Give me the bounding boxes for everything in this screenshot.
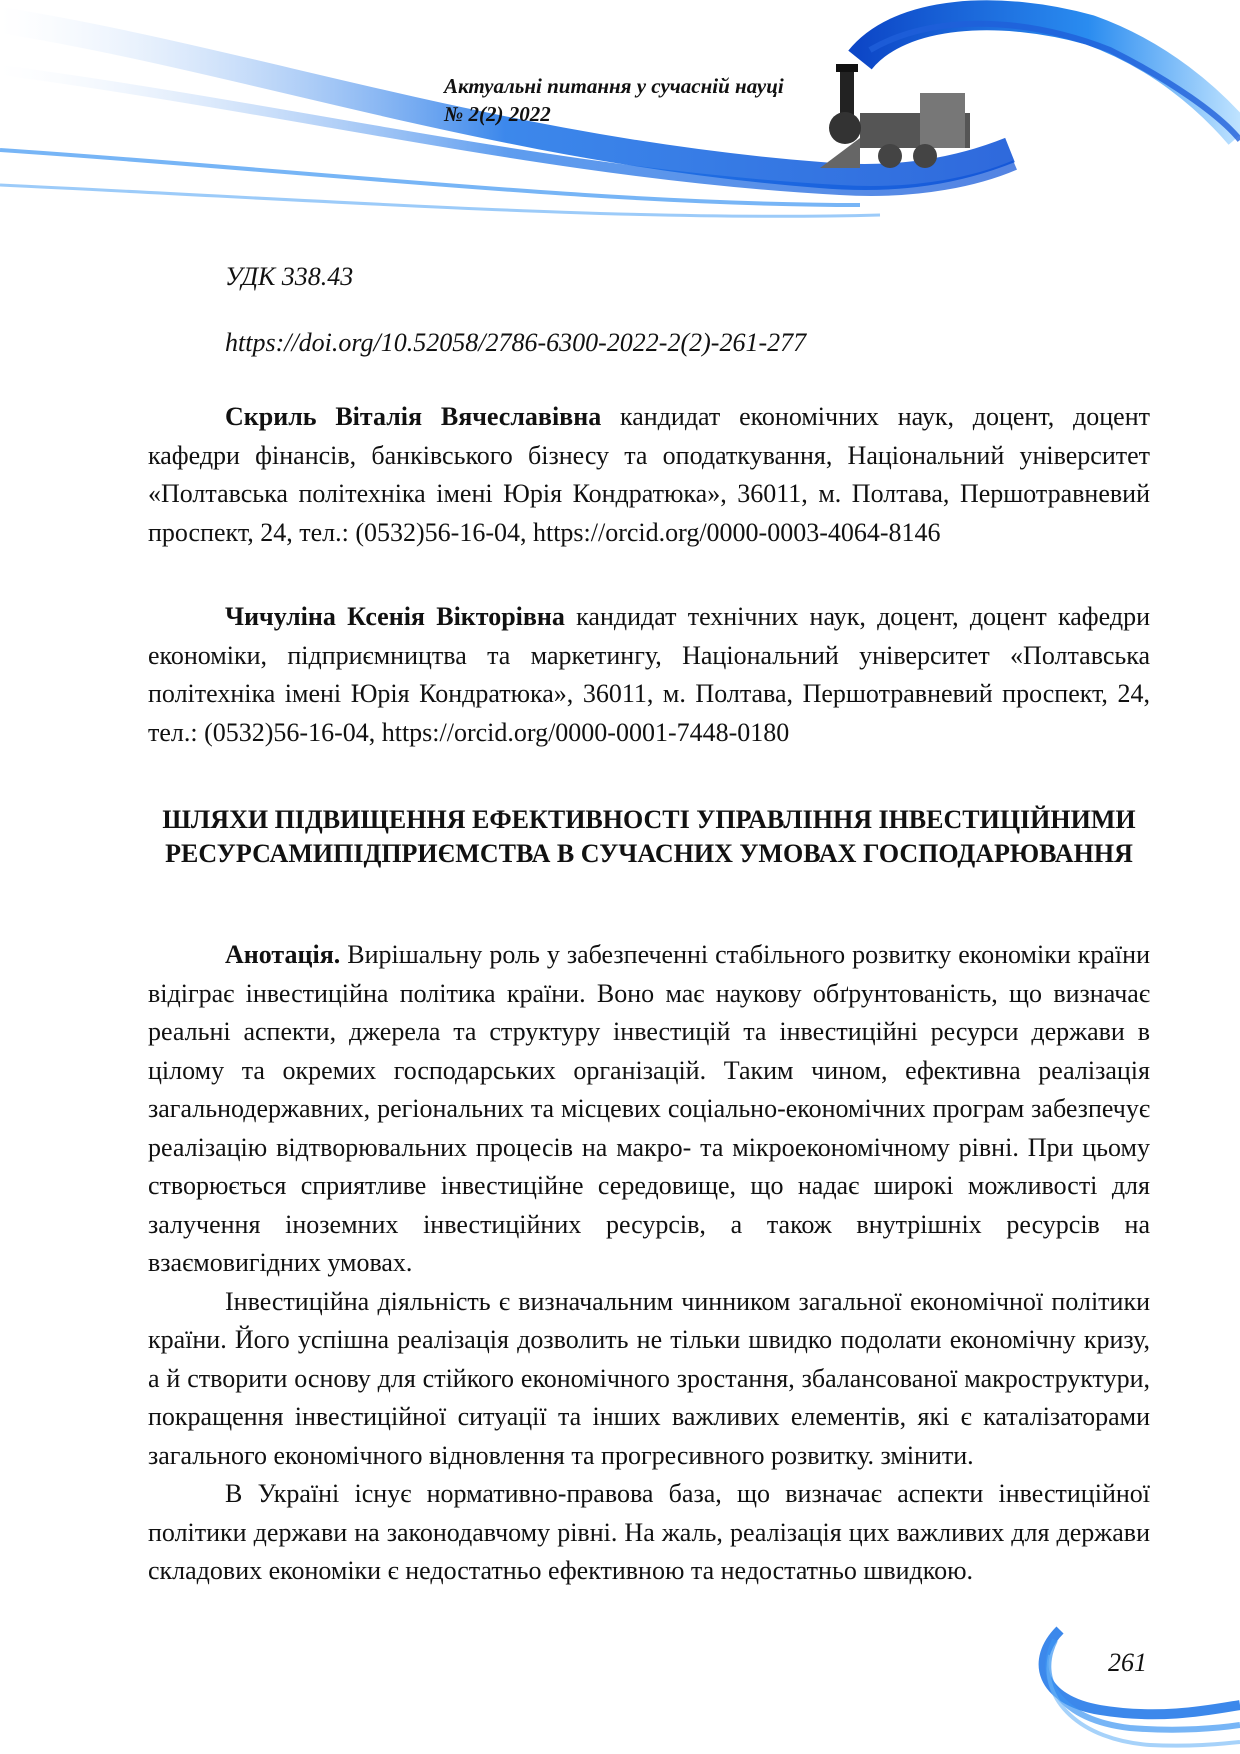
journal-header <box>444 72 784 128</box>
abstract-paragraph-2: Інвестиційна діяльність є визначальним чинником загальної економічної політики країни. Його успішна реалізація дозволить не тільки швидко подолати економічну кризу, а й створити основу для стійкого економічного зростання, збалансованої макроструктури, покращення інвестиційної ситуації та інших важливих елементів, які є каталізаторами загального економічного відновлення та прогресивного розвитку. змінити. <box>148 1286 1150 1470</box>
abstract-label: Анотація. <box>225 940 341 969</box>
locomotive-illustration <box>800 28 1000 178</box>
author-details: кандидат економічних наук, доцент, доцент кафедри фінансів, банківського бізнесу та оподаткування, Національний університет «Полтавська політехніка імені Юрія Кондратюка», 36011, м. Полтава, Першотравневий проспект, 24, тел.: (0532)56-16-04, https://orcid.org/0000-0003-4064-8146 <box>148 402 1150 547</box>
footer-wave-decoration <box>1020 1610 1240 1754</box>
udk-code: УДК 338.43 <box>225 262 354 291</box>
author-block-1 <box>148 398 1150 552</box>
journal-issue: № 2(2) 2022 <box>444 102 551 126</box>
doi-link[interactable]: https://doi.org/10.52058/2786-6300-2022-2(2)-261-277 <box>225 328 807 357</box>
abstract-section <box>148 936 1150 1591</box>
article-title: ШЛЯХИ ПІДВИЩЕННЯ ЕФЕКТИВНОСТІ УПРАВЛІННЯ ІНВЕСТИЦІЙНИМИ РЕСУРСАМИПІДПРИЄМСТВА В СУЧАСНИХ УМОВАХ ГОСПОДАРЮВАННЯ <box>162 805 1136 868</box>
abstract-paragraph-1 <box>148 936 1150 1283</box>
author-block-2 <box>148 598 1150 752</box>
abstract-text: Вирішальну роль у забезпеченні стабільного розвитку економіки країни відіграє інвестиційна політика країни. Воно має наукову обґрунтованість, що визначає реальні аспекти, джерела та структуру інвестицій та інвестиційні ресурси держави в цілому та окремих господарських організацій. Таким чином, ефективна реалізація загальнодержавних, регіональних та місцевих соціально-економічних програм забезпечує реалізацію відтворювальних процесів на макро- та мікроекономічному рівні. При цьому створюється сприятливе інвестиційне середовище, що надає широкі можливості для залучення іноземних інвестиційних ресурсів, а також внутрішніх ресурсів на взаємовигідних умовах. <box>148 940 1150 1277</box>
abstract-paragraph-3: В Україні існує нормативно-правова база, що визначає аспекти інвестиційної політики держави на законодавчому рівні. На жаль, реалізація цих важливих для держави складових економіки є недостатньо ефективною та недостатньо швидкою. <box>148 1479 1150 1585</box>
author-name: Чичуліна Ксенія Вікторівна <box>225 602 565 631</box>
author-details: кандидат технічних наук, доцент, доцент кафедри економіки, підприємництва та маркетингу, Національний університет «Полтавська політехніка імені Юрія Кондратюка», 36011, м. Полтава, Першотравневий проспект, 24, тел.: (0532)56-16-04, https://orcid.org/0000-0001-7448-0180 <box>148 602 1150 747</box>
author-name: Скриль Віталія Вячеславівна <box>225 402 602 431</box>
page-number: 261 <box>1108 1648 1147 1677</box>
journal-title: Актуальні питання у сучасній науці <box>444 74 784 98</box>
